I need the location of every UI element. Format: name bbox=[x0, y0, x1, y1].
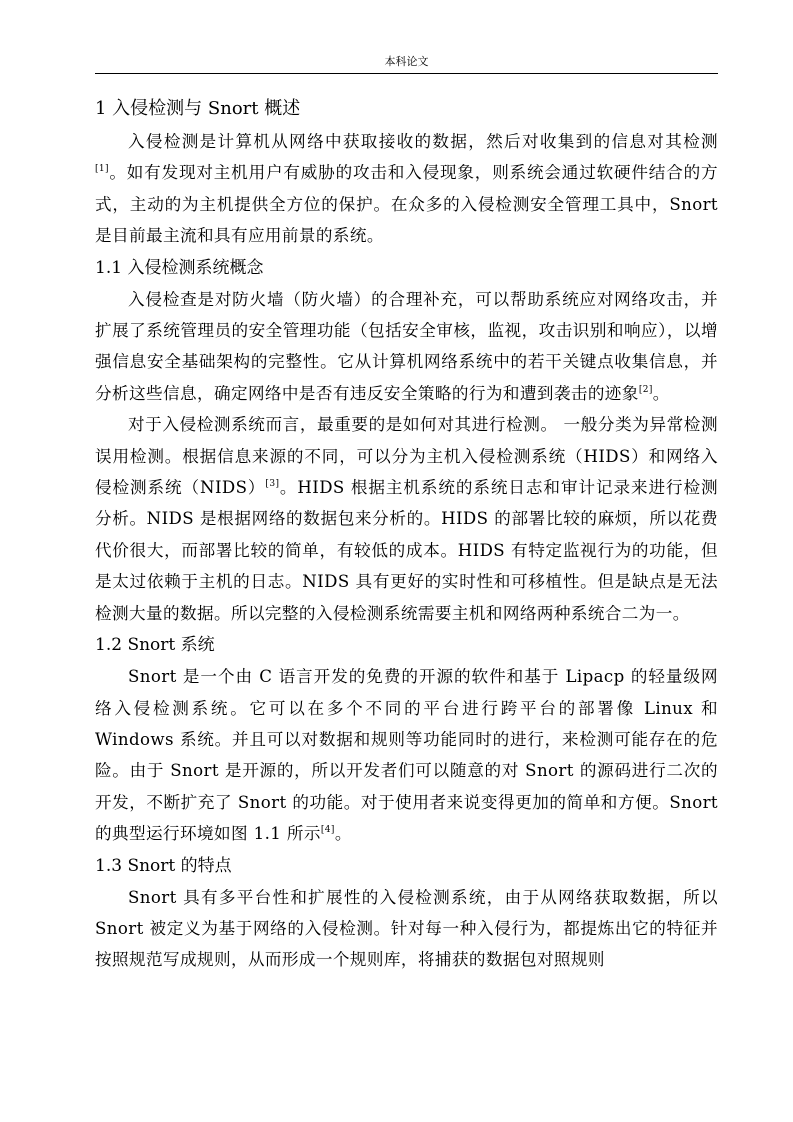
paragraph-text: 。如有发现对主机用户有威胁的攻击和入侵现象，则系统会通过软硬件结合的方式，主动的为主机提供全方位的保护。在众多的入侵检测安全管理工具中，Snort 是目前最主流和具有应用前景的系统。 bbox=[95, 163, 718, 246]
paragraph-text: 。 bbox=[334, 824, 352, 844]
header-title: 本科论文 bbox=[384, 55, 429, 68]
citation-ref: [1] bbox=[95, 164, 109, 175]
section-1-3-paragraph-1 bbox=[95, 882, 718, 976]
section-1-heading: 1 入侵检测与 Snort 概述 bbox=[95, 98, 301, 119]
paragraph-text: 入侵检查是对防火墙（防火墙）的合理补充，可以帮助系统应对网络攻击，并扩展了系统管理员的安全管理功能（包括安全审核，监视，攻击识别和响应），以增强信息安全基础架构的完整性。它从计算机网络系统中的若干关键点收集信息，并分析这些信息，确定网络中是否有违反安全策略的行为和遭到袭击的迹象 bbox=[95, 289, 718, 403]
document-body bbox=[95, 92, 718, 976]
page-header bbox=[95, 53, 718, 74]
paragraph-text: 入侵检测是计算机从网络中获取接收的数据，然后对收集到的信息对其检测 bbox=[128, 132, 718, 151]
paragraph-text: 对于入侵检测系统而言，最重要的是如何对其进行检测。 一般分类为异常检测误用检测。根据信息来源的不同，可以分为主机入侵检测系统（HIDS）和网络入侵检测系统（NIDS） bbox=[95, 415, 718, 498]
section-1-1-paragraph-2 bbox=[95, 409, 718, 629]
section-1-2-paragraph-1 bbox=[95, 661, 718, 849]
section-1-1-heading: 1.1 入侵检测系统概念 bbox=[95, 257, 264, 278]
paragraph-text: 。HIDS 根据主机系统的系统日志和审计记录来进行检测分析。NIDS 是根据网络的数据包来分析的。HIDS 的部署比较的麻烦，所以花费代价很大，而部署比较的简单，有较低的成本。HIDS 有特定监视行为的功能，但是太过依赖于主机的日志。NIDS 具有更好的实时性和可移植性。但是缺点是无法检测大量的数据。所以完整的入侵检测系统需要主机和网络两种系统合二为一。 bbox=[95, 478, 718, 623]
section-1-paragraph-1 bbox=[95, 126, 718, 252]
citation-ref: [3] bbox=[265, 479, 280, 490]
paragraph-text: 。 bbox=[652, 383, 670, 403]
paragraph-text: Snort 具有多平台性和扩展性的入侵检测系统，由于从网络获取数据，所以 Snort 被定义为基于网络的入侵检测。针对每一种入侵行为，都提炼出它的特征并按照规范写成规则，从而形成一个规则库，将捕获的数据包对照规则 bbox=[95, 887, 718, 970]
citation-ref: [2] bbox=[638, 384, 653, 395]
section-1-2-heading: 1.2 Snort 系统 bbox=[95, 635, 215, 656]
citation-ref: [4] bbox=[320, 825, 335, 836]
paragraph-text: Snort 是一个由 C 语言开发的免费的开源的软件和基于 Lipacp 的轻量级网络入侵检测系统。它可以在多个不同的平台进行跨平台的部署像 Linux 和 Windows 系统。并且可以对数据和规则等功能同时的进行，来检测可能存在的危险。由于 Snort 是开源的，所以开发者们可以随意的对 Snort 的源码进行二次的开发，不断扩充了 Snort 的功能。对于使用者来说变得更加的简单和方便。Snort 的典型运行环境如图 1.1 所示 bbox=[95, 667, 718, 844]
section-1-1-paragraph-1 bbox=[95, 284, 718, 410]
section-1-3-heading: 1.3 Snort 的特点 bbox=[95, 855, 232, 876]
